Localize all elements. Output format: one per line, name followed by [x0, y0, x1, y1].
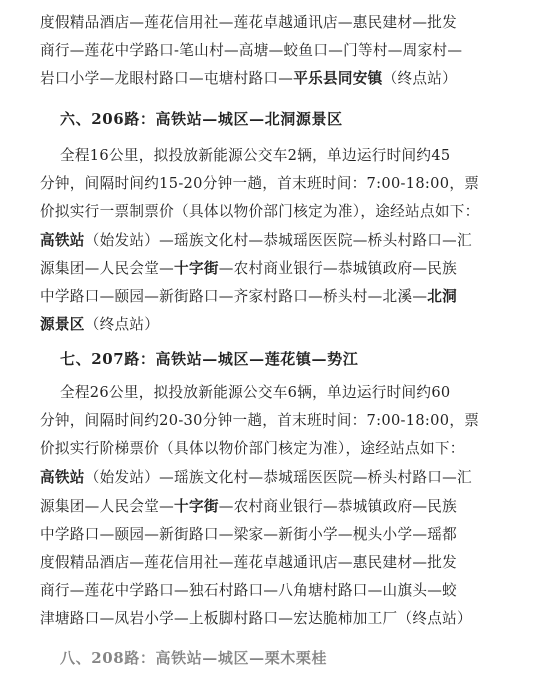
route-205-terminal-station: 平乐县同安镇: [293, 70, 383, 87]
route-208-heading: 八、208路：高铁站—城区—栗木栗桂: [60, 649, 328, 667]
route-207-paragraph-line-2: 分钟，间隔时间约20-30分钟一趟，首末班时间：7:00-18:00，票: [40, 412, 480, 429]
route-206-stops-text: （始发站）—瑶族文化村—恭城瑶医医院—桥头村路口—汇: [84, 232, 472, 249]
route-206-paragraph-line-1: 全程16公里，拟投放新能源公交车2辆，单边运行时间约45: [60, 147, 451, 164]
route-206-stops-line-2: [40, 255, 538, 283]
route-205-stops-line-1: 度假精品酒店—莲花信用社—莲花卓越通讯店—惠民建材—批发: [40, 14, 458, 31]
route-205-terminal-note: （终点站）: [382, 70, 458, 87]
route-207-stops-text: （始发站）—瑶族文化村—恭城瑶医医院—桥头村路口—汇: [84, 469, 472, 486]
route-206-stops-line-3: [40, 283, 538, 311]
route-205-stops-text: 岩口小学—龙眼村路口—屯塘村路口—: [40, 70, 294, 87]
route-207-stops-line-5: 商行—莲花中学路口—独石村路口—八角塘村路口—山旗头—蛟: [40, 582, 458, 599]
route-207-heading: 七、207路：高铁站—城区—莲花镇—势江: [60, 350, 359, 368]
route-206-stops-line-1: [40, 227, 538, 255]
route-207-origin-station: 高铁站: [40, 469, 85, 486]
route-206-stops-text: 源集团—人民会堂—: [40, 260, 175, 277]
route-207-stops-line-4: 度假精品酒店—莲花信用社—莲花卓越通讯店—惠民建材—批发: [40, 554, 458, 571]
route-206-heading: 六、206路：高铁站—城区—北洞源景区: [60, 110, 343, 128]
route-207-stops-text: 源集团—人民会堂—: [40, 498, 175, 515]
route-206-terminal-station-part-2: 源景区: [40, 316, 85, 333]
route-206-stops-text: 中学路口—颐园—新街路口—齐家村路口—桥头村—北溪—: [40, 288, 428, 305]
route-206-stops-line-4: [40, 311, 538, 339]
route-206-terminal-note: （终点站）: [84, 316, 160, 333]
route-206-terminal-station-part-1: 北洞: [427, 288, 458, 305]
route-207-stops-line-2: [40, 493, 538, 521]
route-207-stops-text: —农村商业银行—恭城镇政府—民族: [218, 498, 458, 515]
route-207-paragraph-line-1: 全程26公里，拟投放新能源公交车6辆，单边运行时间约60: [60, 384, 451, 401]
route-205-stops-line-2: 商行—莲花中学路口-笔山村—高塘—蛟鱼口—门等村—周家村—: [40, 42, 463, 59]
route-207-paragraph-line-3: 价拟实行阶梯票价（具体以物价部门核定为准），途经站点如下：: [40, 440, 465, 457]
route-207-key-station: 十字街: [174, 498, 219, 515]
route-207-stops-line-1: [40, 464, 538, 492]
route-206-key-station: 十字街: [174, 260, 219, 277]
route-207-stops-line-6: 津塘路口—凤岩小学—上板脚村路口—宏达脆柿加工厂（终点站）: [40, 610, 472, 627]
route-207-stops-line-3: 中学路口—颐园—新街路口—梁家—新街小学—枧头小学—瑶都: [40, 526, 458, 543]
route-206-origin-station: 高铁站: [40, 232, 85, 249]
route-206-paragraph-line-2: 分钟，间隔时间约15-20分钟一趟，首末班时间：7:00-18:00，票: [40, 175, 480, 192]
route-205-stops-line-3: [40, 65, 538, 93]
route-206-stops-text: —农村商业银行—恭城镇政府—民族: [218, 260, 458, 277]
route-206-paragraph-line-3: 价拟实行一票制票价（具体以物价部门核定为准），途经站点如下：: [40, 203, 480, 220]
